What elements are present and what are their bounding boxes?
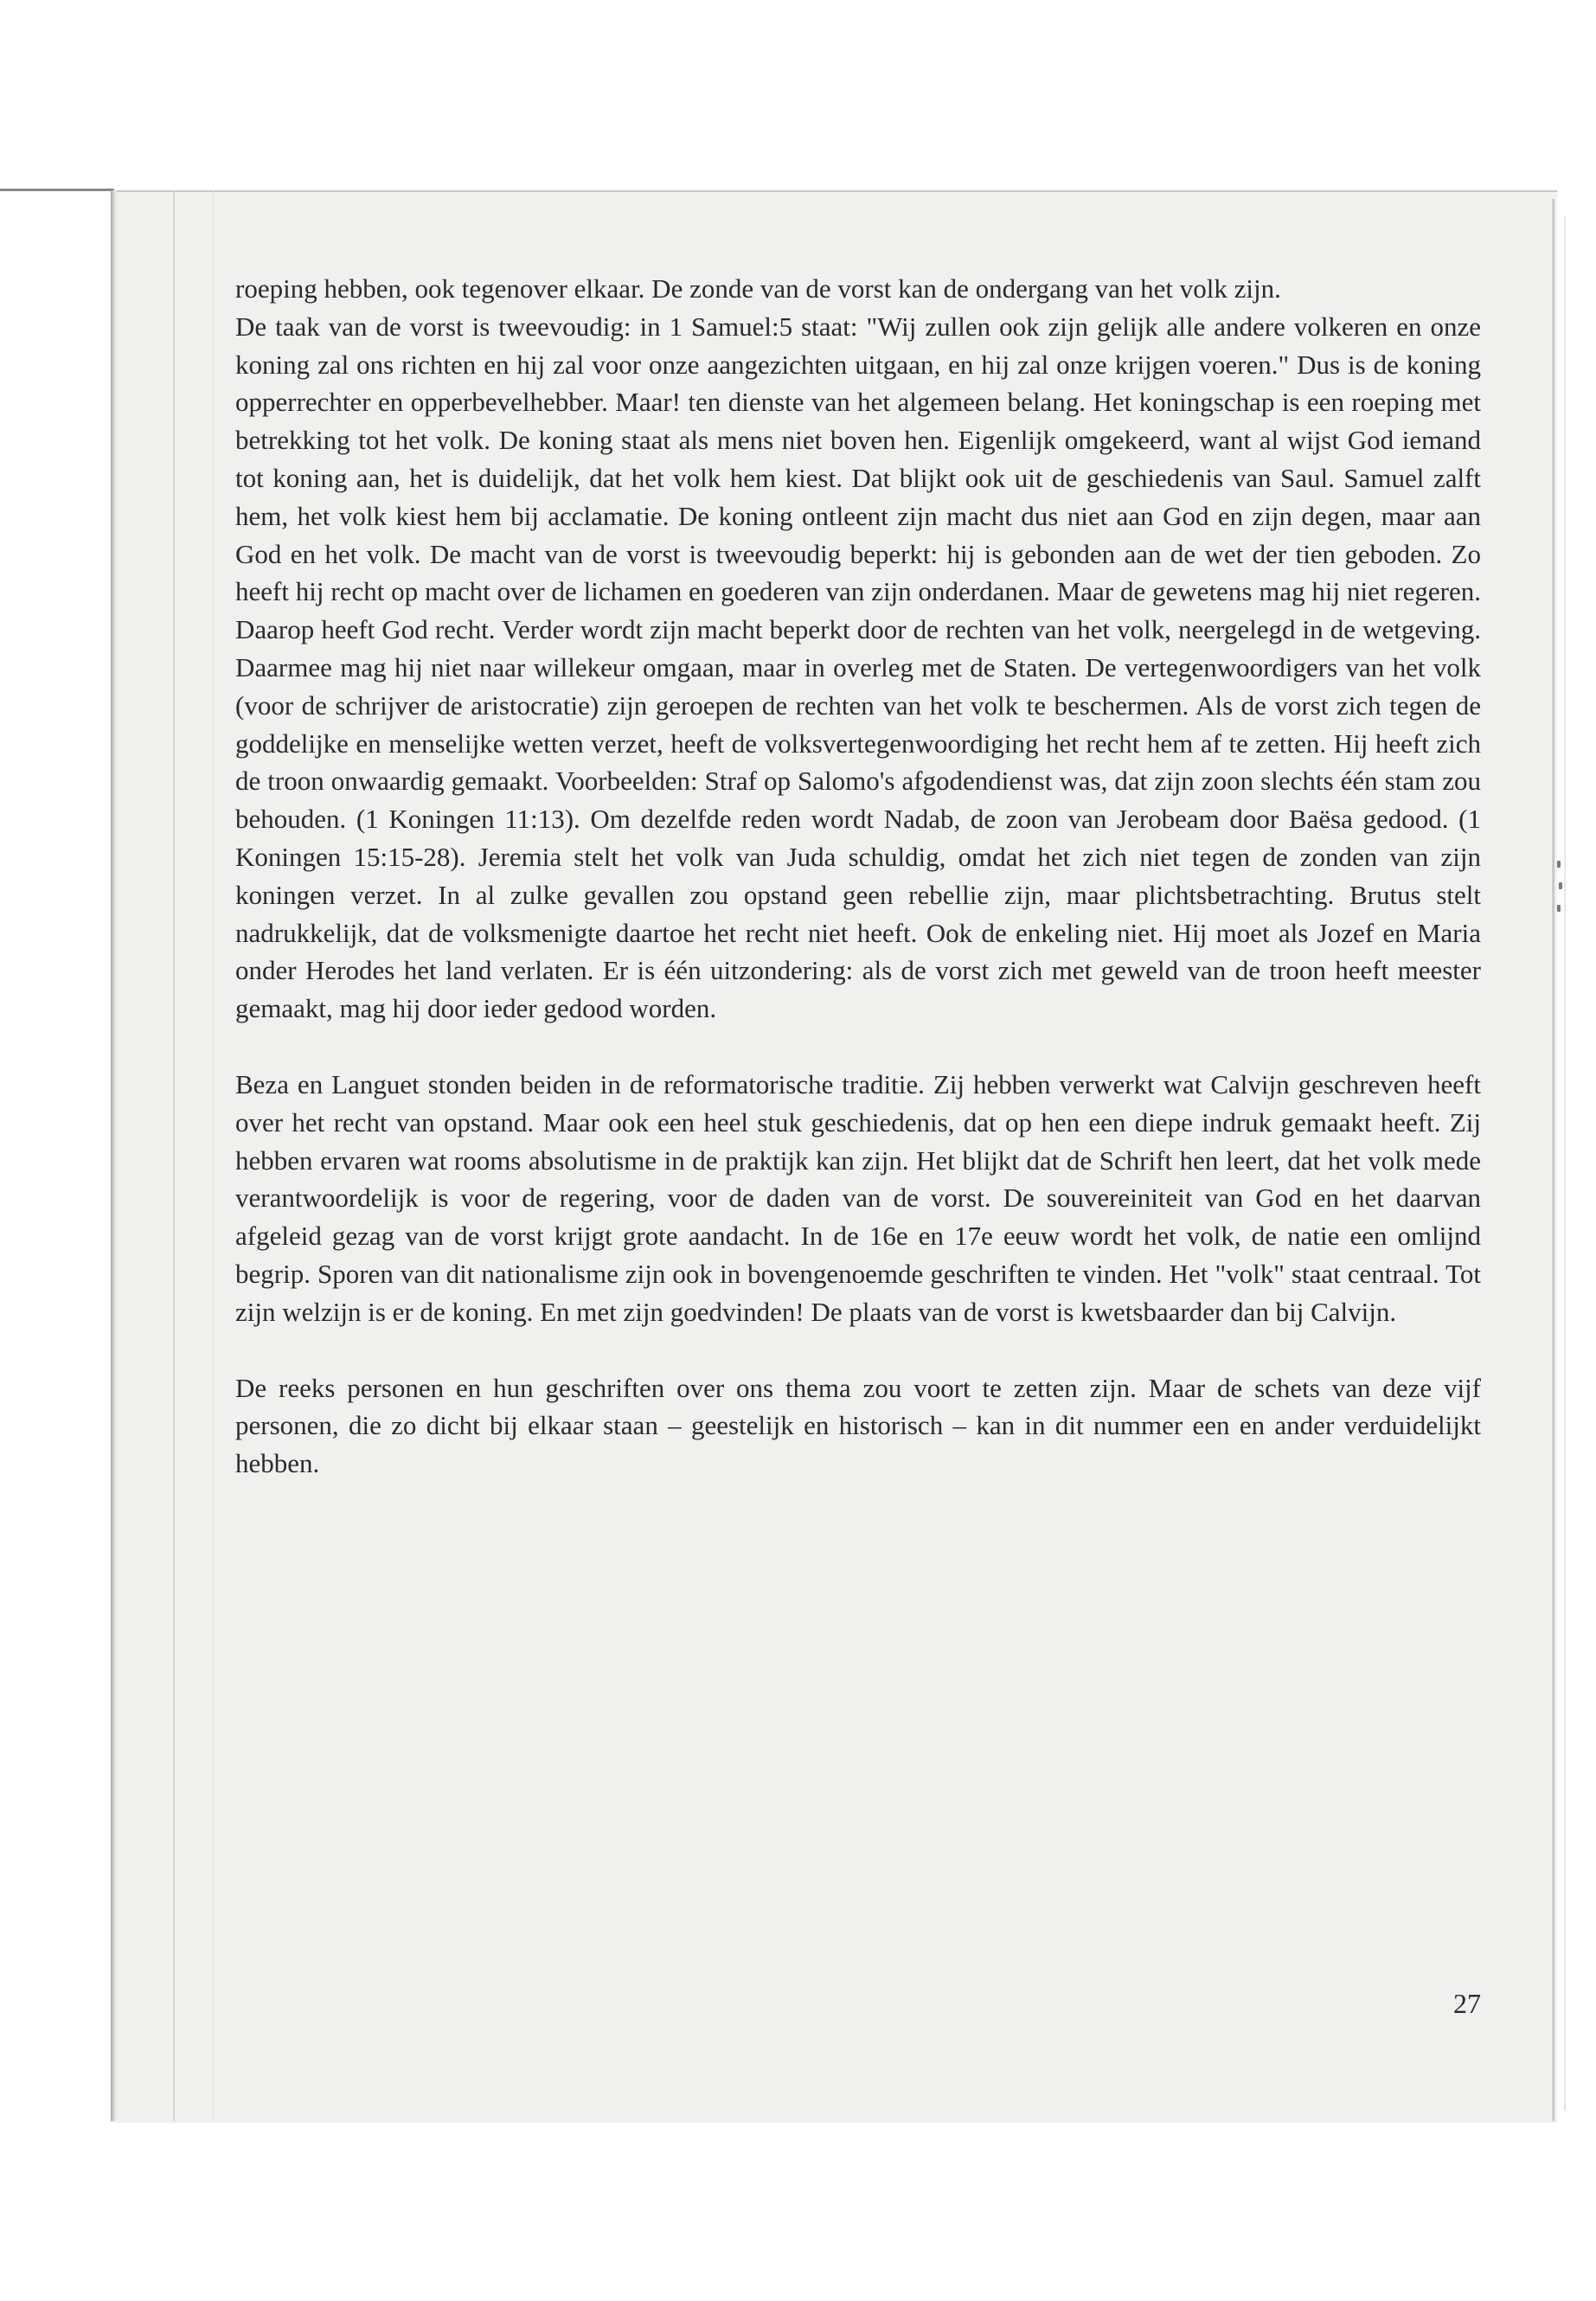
- paragraph-1: [235, 270, 1481, 1028]
- paragraph-2: [235, 1066, 1481, 1331]
- page-right-edge: [1552, 199, 1554, 2121]
- paragraph-1-line-1: roeping hebben, ook tegenover elkaar. De zonde van de vorst kan de ondergang van het volk zijn.: [235, 273, 1281, 304]
- paragraph-1-line-2: De taak van de vorst is tweevoudig: in 1 Samuel:5 staat: "Wij zullen ook zijn gelijk alle andere volkeren en onze koning zal ons richten en hij zal voor onze aangezichten uitgaan, en hij zal onze krijgen voeren." Dus is de koning opperrechter en opperbevelhebber. Maar! ten dienste van het algemeen belang. Het koningschap is een roeping met betrekking tot het volk. De koning staat als mens niet boven hen. Eigenlijk omgekeerd, want al wijst God iemand tot koning aan, het is duidelijk, dat het volk hem kiest. Dat blijkt ook uit de geschiedenis van Saul. Samuel zalft hem, het volk kiest hem bij acclamatie. De koning ontleent zijn macht dus niet aan God en zijn degen, maar aan God en het volk. De macht van de vorst is tweevoudig beperkt: hij is gebonden aan de wet der tien geboden. Zo heeft hij recht op macht over de lichamen en goederen van zijn onderdanen. Maar de gewetens mag hij niet regeren. Daarop heeft God recht. Verder wordt zijn macht beperkt door de rechten van het volk, neergelegd in de wetgeving. Daarmee mag hij niet naar willekeur omgaan, maar in overleg met de Staten. De vertegenwoordigers van het volk (voor de schrijver de aristocratie) zijn geroepen de rechten van het volk te beschermen. Als de vorst zich tegen de goddelijke en menselijke wetten verzet, heeft de volksvertegenwoordiging het recht hem af te zetten. Hij heeft zich de troon onwaardig gemaakt. Voorbeelden: Straf op Salomo's afgodendienst was, dat zijn zoon slechts één stam zou behouden. (1 Koningen 11:13). Om dezelfde reden wordt Nadab, de zoon van Jerobeam door Baësa gedood. (1 Koningen 15:15-28). Jeremia stelt het volk van Juda schuldig, omdat het zich niet tegen de zonden van zijn koningen verzet. In al zulke gevallen zou opstand geen rebellie zijn, maar plichtsbetrachting. Brutus stelt nadrukkelijk, dat de volksmenigte daartoe het recht niet heeft. Ook de enkeling niet. Hij moet als Jozef en Maria onder Herodes het land verlaten. Er is één uitzondering: als de vorst zich met geweld van de troon heeft meester gemaakt, mag hij door ieder gedood worden.: [235, 311, 1481, 1024]
- spine-line: [213, 190, 214, 2121]
- scan-speck: [1559, 882, 1562, 889]
- body-text: [235, 270, 1481, 1483]
- page-right-edge-inner: [1564, 216, 1566, 2111]
- paragraph-3-text: De reeks personen en hun geschriften over ons thema zou voort te zetten zijn. Maar de schets van deze vijf personen, die zo dicht bij elkaar staan – geestelijk en historisch – kan in dit nummer een en ander verduidelijkt hebben.: [235, 1372, 1481, 1479]
- binding-line: [173, 190, 175, 2121]
- page-top-edge: [0, 189, 114, 191]
- page-number: 27: [1453, 1988, 1481, 2019]
- paragraph-2-text: Beza en Languet stonden beiden in de reformatorische traditie. Zij hebben verwerkt wat Calvijn geschreven heeft over het recht van opstand. Maar ook een heel stuk geschiedenis, dat op hen een diepe indruk gemaakt heeft. Zij hebben ervaren wat rooms absolutisme in de praktijk kan zijn. Het blijkt dat de Schrift hen leert, dat het volk mede verantwoordelijk is voor de regering, voor de daden van de vorst. De souvereiniteit van God en het daarvan afgeleid gezag van de vorst krijgt grote aandacht. In de 16e en 17e eeuw wordt het volk, de natie een omlijnd begrip. Sporen van dit nationalisme zijn ook in bovengenoemde geschriften te vinden. Het "volk" staat centraal. Tot zijn welzijn is er de koning. En met zijn goedvinden! De plaats van de vorst is kwetsbaarder dan bij Calvijn.: [235, 1068, 1481, 1327]
- gutter-shadow: [111, 190, 117, 2121]
- scan-speck: [1557, 861, 1561, 868]
- scan-speck: [1557, 905, 1561, 912]
- paragraph-3: [235, 1369, 1481, 1483]
